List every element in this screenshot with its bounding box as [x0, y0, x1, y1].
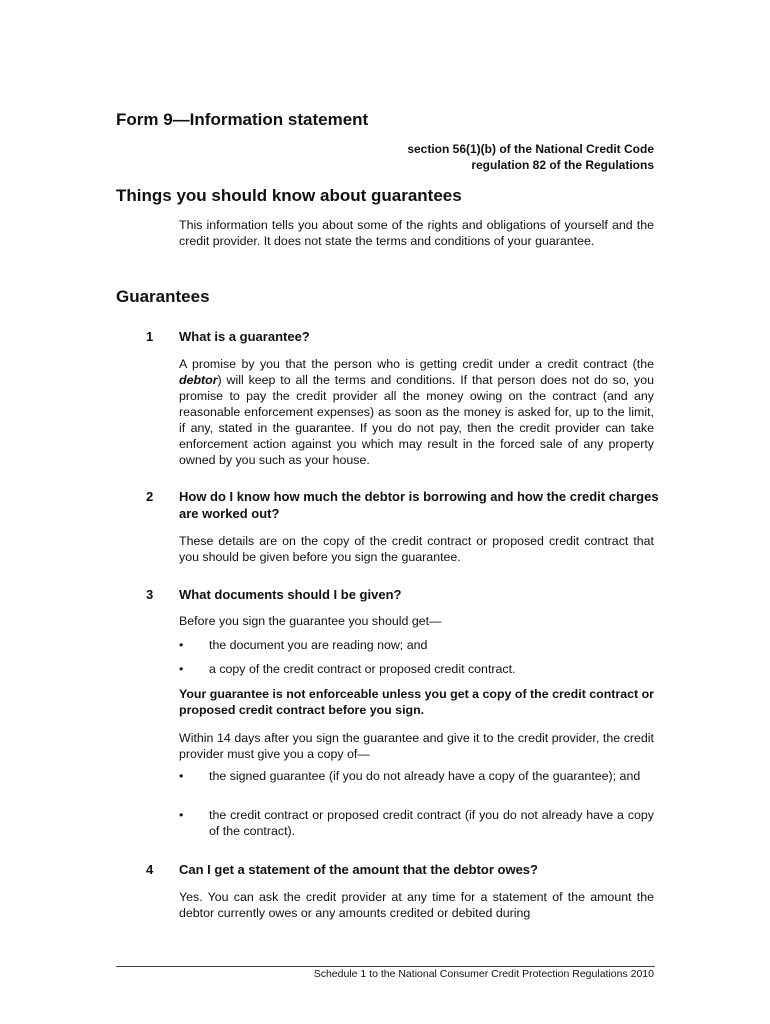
answer-1-text-pre: A promise by you that the person who is getting credit under a credit contract (the [179, 357, 654, 371]
page-footer: Schedule 1 to the National Consumer Credit Protection Regulations 2010 [313, 968, 654, 980]
footer-divider [116, 966, 655, 967]
bullet-icon: • [179, 808, 184, 822]
question-title-3: What documents should I be given? [179, 587, 402, 602]
question-number-1: 1 [146, 329, 154, 344]
main-heading: Things you should know about guarantees [116, 186, 462, 205]
answer-2: These details are on the copy of the credit contract or proposed credit contract that you should be given before you sign the guarantee. [179, 534, 654, 564]
reference-section: section 56(1)(b) of the National Credit Code [407, 142, 654, 156]
answer-1 [179, 356, 654, 468]
section-heading-guarantees: Guarantees [116, 287, 210, 306]
answer-3-intro: Before you sign the guarantee you should get— [179, 614, 442, 628]
legislative-references [407, 141, 654, 173]
intro-paragraph: This information tells you about some of the rights and obligations of yourself and the credit provider. It does not state the terms and conditions of your guarantee. [179, 218, 654, 248]
enforceability-note: Your guarantee is not enforceable unless you get a copy of the credit contract or proposed credit contract before you sign. [179, 687, 654, 717]
question-title-4: Can I get a statement of the amount that the debtor owes? [179, 862, 538, 877]
list-item-text: a copy of the credit contract or proposed credit contract. [209, 662, 516, 676]
list-item-text: the credit contract or proposed credit contract (if you do not already have a copy of the contract). [209, 808, 654, 838]
form-title: Form 9—Information statement [116, 110, 369, 129]
question-number-2: 2 [146, 489, 154, 504]
answer-4: Yes. You can ask the credit provider at any time for a statement of the amount the debtor currently owes or any amounts credited or debited during [179, 890, 654, 920]
question-number-4: 4 [146, 862, 154, 877]
bullet-icon: • [179, 662, 184, 676]
list-item-text: the document you are reading now; and [209, 638, 428, 652]
answer-3-after: Within 14 days after you sign the guarantee and give it to the credit provider, the credit provider must give you a copy of— [179, 731, 654, 761]
question-title-1: What is a guarantee? [179, 329, 310, 344]
question-number-3: 3 [146, 587, 154, 602]
answer-1-text-post: ) will keep to all the terms and conditions. If that person does not do so, you promise to pay the credit provider all the money owing on the contract (and any reasonable enforcement expenses) as soon as the money is asked for, up to the limit, if any, stated in the guarantee. If you do not pay, then the credit provider can take enforcement action against you which may result in the forced sale of any property owned by you such as your house. [179, 373, 654, 467]
bullet-icon: • [179, 638, 184, 652]
list-item-text: the signed guarantee (if you do not already have a copy of the guarantee); and [209, 769, 641, 783]
question-title-2: How do I know how much the debtor is borrowing and how the credit charges are worked out? [179, 489, 659, 521]
bullet-icon: • [179, 769, 184, 783]
reference-regulation: regulation 82 of the Regulations [471, 158, 654, 172]
debtor-term: debtor [179, 373, 218, 387]
